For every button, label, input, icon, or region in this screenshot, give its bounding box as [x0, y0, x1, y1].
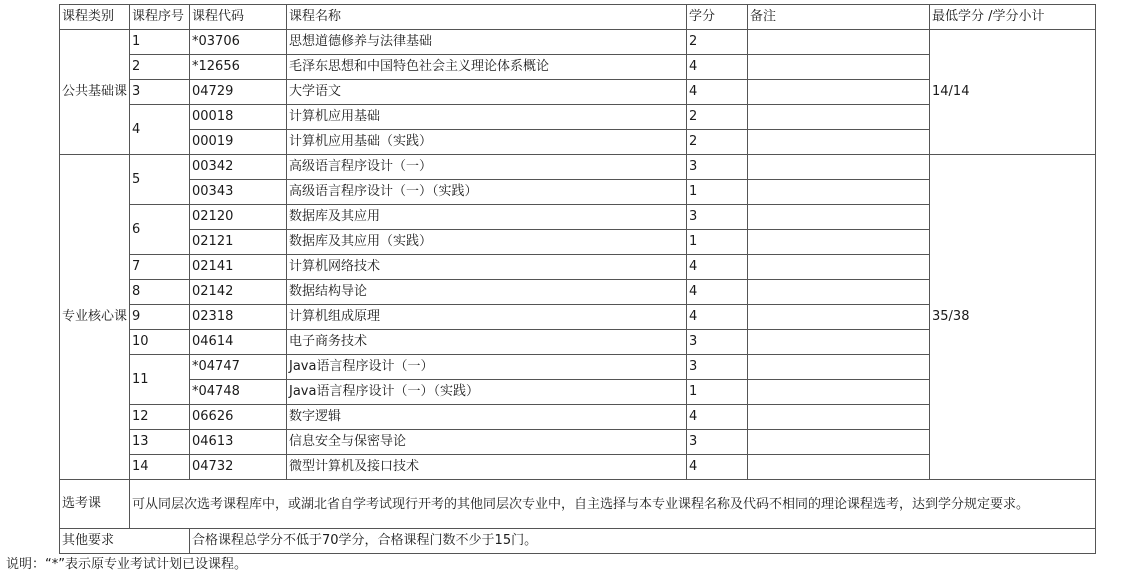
credit-cell: 4: [687, 305, 748, 330]
code-cell: 02142: [190, 280, 287, 305]
name-cell: 数据库及其应用（实践）: [287, 230, 687, 255]
credit-cell: 4: [687, 55, 748, 80]
code-cell: *04748: [190, 380, 287, 405]
remark-cell: [748, 305, 930, 330]
credit-cell: 3: [687, 330, 748, 355]
remark-cell: [748, 180, 930, 205]
code-cell: 04613: [190, 430, 287, 455]
name-cell: 毛泽东思想和中国特色社会主义理论体系概论: [287, 55, 687, 80]
code-cell: *03706: [190, 30, 287, 55]
seq-cell: 3: [130, 80, 190, 105]
seq-cell: 11: [130, 355, 190, 405]
code-cell: 00019: [190, 130, 287, 155]
seq-cell: 7: [130, 255, 190, 280]
header-credit: 学分: [687, 5, 748, 30]
min-credit-cell: 35/38: [930, 155, 1096, 480]
seq-cell: 10: [130, 330, 190, 355]
remark-cell: [748, 330, 930, 355]
elective-text: 可从同层次选考课程库中，或湖北省自学考试现行开考的其他同层次专业中，自主选择与本专业课程名称及代码不相同的理论课程选考，达到学分规定要求。: [130, 480, 1096, 529]
seq-cell: 14: [130, 455, 190, 480]
name-cell: 电子商务技术: [287, 330, 687, 355]
credit-cell: 4: [687, 80, 748, 105]
remark-cell: [748, 380, 930, 405]
remark-cell: [748, 155, 930, 180]
course-plan-table: [59, 4, 1096, 554]
remark-cell: [748, 230, 930, 255]
remark-cell: [748, 280, 930, 305]
code-cell: 00018: [190, 105, 287, 130]
credit-cell: 3: [687, 430, 748, 455]
remark-cell: [748, 205, 930, 230]
remark-cell: [748, 30, 930, 55]
remark-cell: [748, 405, 930, 430]
name-cell: 计算机组成原理: [287, 305, 687, 330]
header-code: 课程代码: [190, 5, 287, 30]
remark-cell: [748, 130, 930, 155]
code-cell: 04729: [190, 80, 287, 105]
name-cell: 计算机网络技术: [287, 255, 687, 280]
remark-cell: [748, 355, 930, 380]
code-cell: 02141: [190, 255, 287, 280]
code-cell: 04732: [190, 455, 287, 480]
seq-cell: 1: [130, 30, 190, 55]
name-cell: 高级语言程序设计（一）（实践）: [287, 180, 687, 205]
table-row: [60, 30, 1096, 55]
header-category: 课程类别: [60, 5, 130, 30]
header-name: 课程名称: [287, 5, 687, 30]
name-cell: 数据库及其应用: [287, 205, 687, 230]
code-cell: 00342: [190, 155, 287, 180]
remark-cell: [748, 255, 930, 280]
remark-cell: [748, 430, 930, 455]
seq-cell: 8: [130, 280, 190, 305]
name-cell: 信息安全与保密导论: [287, 430, 687, 455]
footnote: 说明：“*”表示原专业考试计划已设课程。: [6, 557, 247, 572]
name-cell: 数字逻辑: [287, 405, 687, 430]
remark-cell: [748, 80, 930, 105]
code-cell: 04614: [190, 330, 287, 355]
other-label: 其他要求: [60, 529, 190, 554]
credit-cell: 3: [687, 355, 748, 380]
name-cell: Java语言程序设计（一）: [287, 355, 687, 380]
code-cell: *04747: [190, 355, 287, 380]
header-min-credit: 最低学分 /学分小计: [930, 5, 1096, 30]
name-cell: 数据结构导论: [287, 280, 687, 305]
table-row: [60, 155, 1096, 180]
name-cell: 大学语文: [287, 80, 687, 105]
elective-category: 选考课: [60, 480, 130, 529]
credit-cell: 2: [687, 130, 748, 155]
name-cell: Java语言程序设计（一）（实践）: [287, 380, 687, 405]
credit-cell: 4: [687, 405, 748, 430]
credit-cell: 1: [687, 230, 748, 255]
seq-cell: 9: [130, 305, 190, 330]
credit-cell: 3: [687, 155, 748, 180]
name-cell: 计算机应用基础（实践）: [287, 130, 687, 155]
credit-cell: 4: [687, 455, 748, 480]
seq-cell: 13: [130, 430, 190, 455]
credit-cell: 1: [687, 380, 748, 405]
remark-cell: [748, 455, 930, 480]
code-cell: 02120: [190, 205, 287, 230]
name-cell: 计算机应用基础: [287, 105, 687, 130]
code-cell: *12656: [190, 55, 287, 80]
category-cell: 公共基础课: [60, 30, 130, 155]
other-row: [60, 529, 1096, 554]
header-remark: 备注: [748, 5, 930, 30]
credit-cell: 4: [687, 255, 748, 280]
credit-cell: 1: [687, 180, 748, 205]
remark-cell: [748, 55, 930, 80]
credit-cell: 4: [687, 280, 748, 305]
credit-cell: 3: [687, 205, 748, 230]
elective-row: [60, 480, 1096, 529]
name-cell: 思想道德修养与法律基础: [287, 30, 687, 55]
code-cell: 02318: [190, 305, 287, 330]
category-cell: 专业核心课: [60, 155, 130, 480]
remark-cell: [748, 105, 930, 130]
seq-cell: 4: [130, 105, 190, 155]
code-cell: 00343: [190, 180, 287, 205]
name-cell: 微型计算机及接口技术: [287, 455, 687, 480]
credit-cell: 2: [687, 105, 748, 130]
header-row: [60, 5, 1096, 30]
min-credit-cell: 14/14: [930, 30, 1096, 155]
seq-cell: 5: [130, 155, 190, 205]
seq-cell: 6: [130, 205, 190, 255]
credit-cell: 2: [687, 30, 748, 55]
seq-cell: 12: [130, 405, 190, 430]
name-cell: 高级语言程序设计（一）: [287, 155, 687, 180]
code-cell: 02121: [190, 230, 287, 255]
seq-cell: 2: [130, 55, 190, 80]
other-text: 合格课程总学分不低于70学分，合格课程门数不少于15门。: [190, 529, 1096, 554]
code-cell: 06626: [190, 405, 287, 430]
header-seq: 课程序号: [130, 5, 190, 30]
